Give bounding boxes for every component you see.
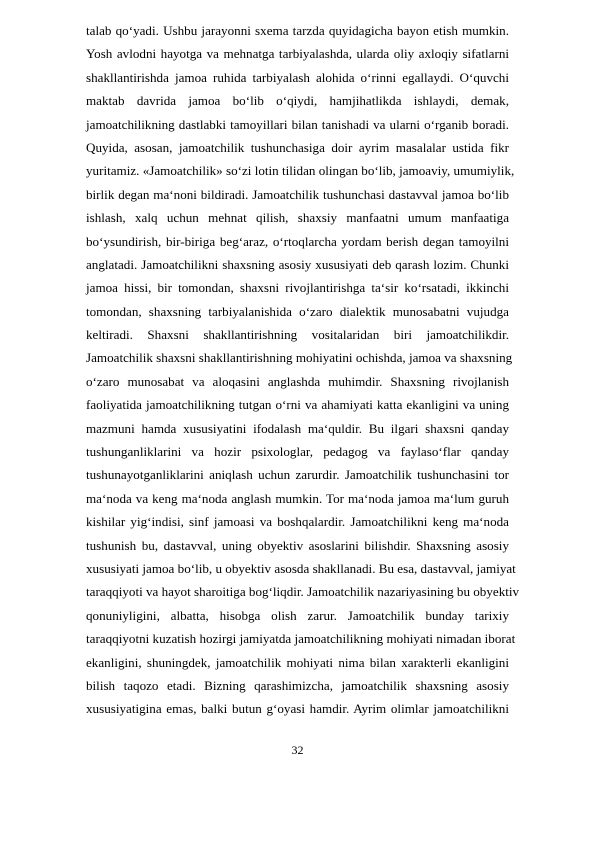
text-line: keltiradi. Shaxsni shakllantirishning vositalaridan biri jamoatchilikdir. [86,327,509,343]
page-number: 32 [291,743,304,757]
text-line: tushunayotganliklarini aniqlash uchun zarurdir. Jamoatchilik tushunchasini tor [86,467,509,483]
text-line: faoliyatida jamoatchilikning tutgan o‘rni va ahamiyati katta ekanligini va uning [86,397,509,413]
text-line: taraqqiyoti va hayot sharoitiga bog‘liqdir. Jamoatchilik nazariyasining bu obyektiv [86,584,520,600]
text-line: Yosh avlodni hayotga va mehnatga tarbiyalashda, ularda oliy axloqiy sifatlarni [86,46,509,62]
text-line: kishilar yig‘indisi, sinf jamoasi va boshqalardir. Jamoatchilikni keng ma‘noda [86,514,509,530]
text-line: anglatadi. Jamoatchilikni shaxsning asosiy xususiyati deb qarash lozim. Chunki [86,256,509,272]
text-line: tushunish bu, dastavval, uning obyektiv asoslarini bilishdir. Shaxsning asosiy [86,537,509,553]
text-line: qonuniyligini, albatta, hisobga olish zarur. Jamoatchilik bunday tarixiy [86,607,509,623]
text-line: jamoatchilikning dastlabki tamoyillari bilan tanishadi va ularni o‘rganib boradi. [86,116,509,132]
text-line: ma‘noda va keng ma‘noda anglash mumkin. Tor ma‘noda jamoa ma‘lum guruh [86,490,509,506]
body-text [86,19,520,721]
text-line: ishlash, xalq uchun mehnat qilish, shaxsiy manfaatni umum manfaatiga [86,210,509,226]
text-line: birlik degan ma‘noni bildiradi. Jamoatchilik tushunchasi dastavval jamoa bo‘lib [86,186,509,202]
text-line: ekanligini, shuningdek, jamoatchilik mohiyati nima bilan xarakterli ekanligini [86,654,509,670]
text-line: talab qo‘yadi. Ushbu jarayonni sxema tarzda quyidagicha bayon etish mumkin. [86,23,509,38]
text-line: yuritamiz. «Jamoatchilik» so‘zi lotin tilidan olingan bo‘lib, jamoaviy, umumiylik, [86,163,515,179]
text-line: jamoa hissi, bir tomondan, shaxsni rivojlantirishga ta‘sir ko‘rsatadi, ikkinchi [86,280,509,296]
text-line: mazmuni hamda xususiyatini ifodalash ma‘quldir. Bu ilgari shaxsni qanday [86,420,509,436]
text-line: shakllantirishda jamoa ruhida tarbiyalash alohida o‘rinni egallaydi. O‘quvchi [86,69,509,85]
text-line: Jamoatchilik shaxsni shakllantirishning mohiyatini ochishda, jamoa va shaxsning [86,350,513,366]
text-line: xususiyatigina emas, balki butun g‘oyasi hamdir. Ayrim olimlar jamoatchilikni [86,701,509,717]
text-line: bo‘ysundirish, bir-biriga beg‘araz, o‘rtoqlarcha yordam berish degan tamoyilni [86,233,509,249]
text-line: bilish taqozo etadi. Bizning qarashimizcha, jamoatchilik shaxsning asosiy [86,677,509,693]
text-line: maktab davrida jamoa bo‘lib o‘qiydi, hamjihatlikda ishlaydi, demak, [86,93,509,109]
text-line: Quyida, asosan, jamoatchilik tushunchasiga doir ayrim masalalar ustida fikr [86,139,509,155]
text-line: tomondan, shaxsning tarbiyalanishida o‘zaro dialektik munosabatni vujudga [86,303,509,319]
text-line: o‘zaro munosabat va aloqasini anglashda muhimdir. Shaxsning rivojlanish [86,373,509,389]
text-line: taraqqiyotni kuzatish hozirgi jamiyatda jamoatchilikning mohiyati nimadan iborat [86,631,516,647]
text-line: xususiyati jamoa bo‘lib, u obyektiv asosda shakllanadi. Bu esa, dastavval, jamiyat [86,560,516,576]
text-line: tushunganliklarini va hozir psixologlar, pedagog va faylaso‘flar qanday [86,444,509,460]
